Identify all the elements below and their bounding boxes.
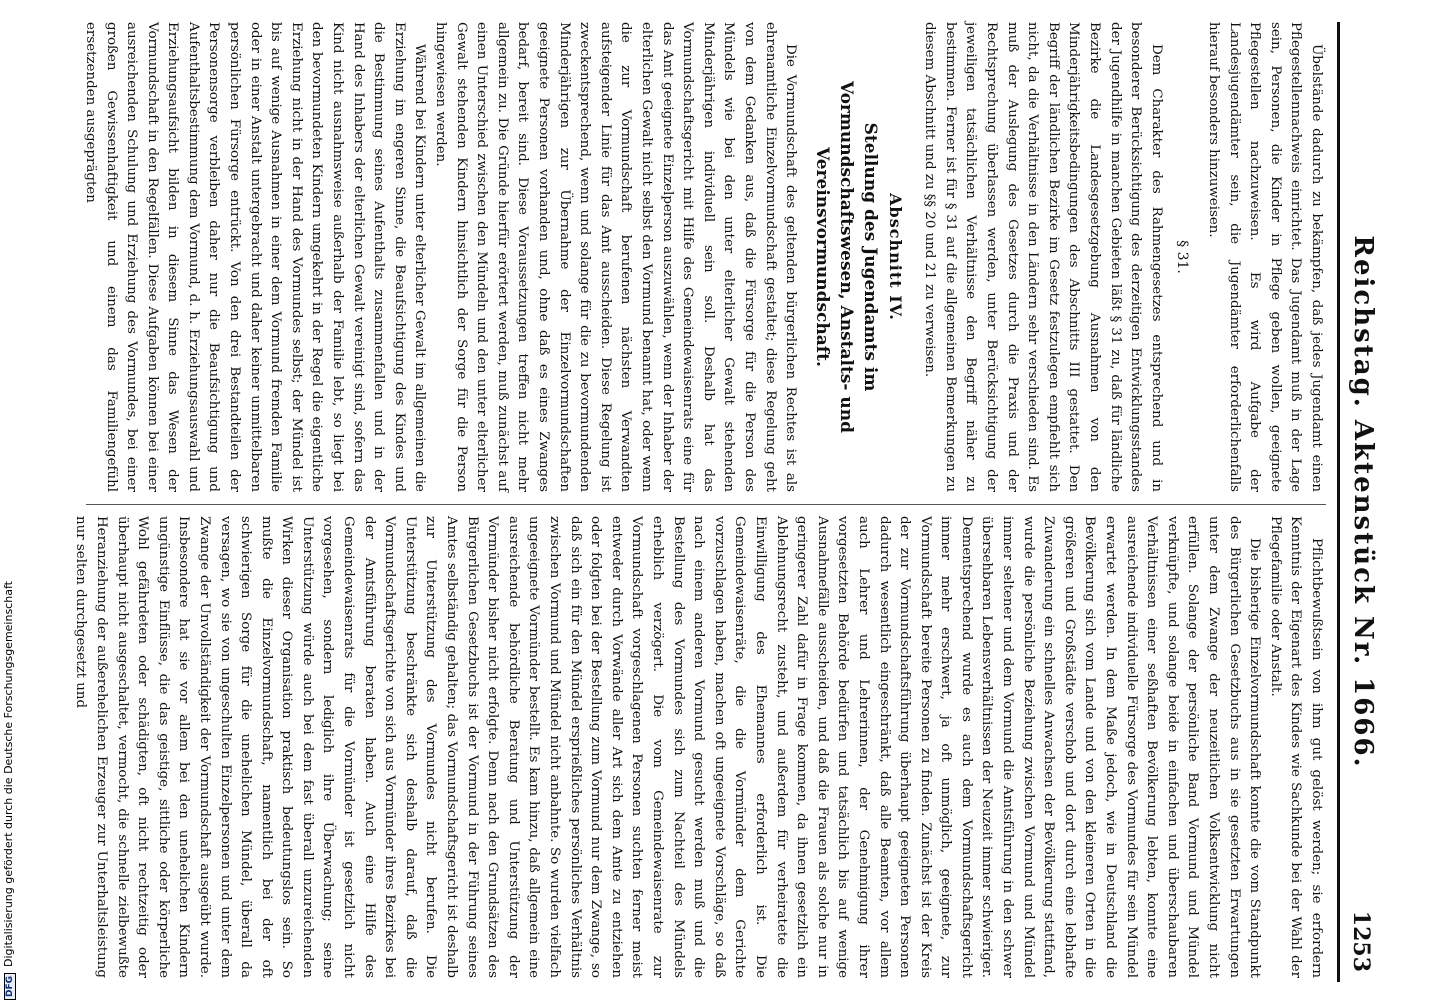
header-title: Reichstag. Aktenstück Nr. 1666. [1348, 235, 1378, 769]
dfg-logo: DFG [4, 973, 16, 1000]
digitization-footer [2, 0, 20, 1000]
page-number: 1253 [1348, 910, 1374, 972]
paragraph-intro: Übelstände dadurch zu bekämpfen, daß jedes Jugendamt einen Pflegestellennachweis einrichtet. Das Jugendamt muß in der Lage sein, Personen, die Kinder in Pflege geben wollen, geeignete Pflegestellen nachzuweisen. Es wird Aufgabe der Landesjugendämter sein, die Jugendämter erforderlichenfalls hierauf besonders hinzuweisen. [1206, 22, 1324, 492]
section-subtitle: Stellung des Jugendamts im Vormundschaftswesen, Anstalts- und Vereinsvormundschaft. [812, 80, 881, 434]
footer-text: Digitalisierung gefördert durch die Deutsche Forschungsgemeinschaft [2, 581, 15, 967]
paragraph-guardianship-1: Die Vormundschaft des geltenden bürgerlichen Rechtes ist als ehrenamtliche Einzelvormundschaft gestaltet; diese Regelung geht von dem Gedanken aus, daß die Fürsorge für die Person des Mündels wie bei den unter elterlicher Gewalt stehenden Minderjährigen individuell sein soll. Deshalb hat das Vormundschaftsgericht mit Hilfe des Gemeindewaisenrats eine für das Amt geeignete Einzelperson auszuwählen, wenn der Inhaber der elterlichen Gewalt nicht selbst den Vormund benannt hat, oder wenn die zur Vormundschaft berufenen nächsten Verwandten aufsteigender Linie für das Amt ausscheiden. Diese Regelung ist zweckentsprechend, wenn und solange für die zu bevormundenden Minderjährigen zur Übernahme der Einzelvormundschaften geeignete Personen vorhanden und, ohne daß es eines Zwanges bedarf, bereit sind. Diese Voraussetzungen treffen nicht mehr allgemein zu. Die Gründe hierfür erörtert werden, muß zunächst auf einen Unterschied zwischen den Mündeln und den unter elterlicher Gewalt stehenden Kindern hinsichtlich der Sorge für die Person hingewiesen werden. [433, 22, 799, 492]
paragraph-guardianship-2: Während bei Kindern unter elterlicher Gewalt im allgemeinen die Erziehung im engeren Sinne, die Beaufsichtigung des Kindes und die Bestimmung seines Aufenthalts zusammenfallen und in der Hand des Inhabers der elterlichen Gewalt vereinigt sind, sofern das Kind nicht ausnahmsweise außerhalb der Familie lebt, so liegt bei den bevormundeten Kindern umgekehrt in der Regel die eigentliche Erziehung nicht in der Hand des Vormundes selbst; der Mündel ist bis auf wenige Ausnahmen in einer dem Vormund fremden Familie oder in einer Anstalt untergebracht und daher keiner unmittelbaren persönlichen Fürsorge entrückt. Von den drei Bestandteilen der Personensorge verbleiben daher nur die Beaufsichtigung und Aufenthaltsbestimmung dem Vormund, d. h. Erziehungsauswahl und Erziehungsaufsicht bilden in diesem Sinne das Wesen der Vormundschaft in den Regelfällen. Diese Aufgaben können bei einer ausreichenden Schulung und Erziehung des Vormundes, bei einer großen Gewissenhaftigkeit und einem das Familiengefühl ersetzenden ausgeprägten [82, 22, 428, 492]
left-column [76, 22, 1326, 492]
document-sheet [54, 22, 1384, 982]
paragraph-duty: Pflichtbewußtsein von ihm gut gelöst werden; sie erfordern Kenntnis der Eigenart des Kindes wie Sachkunde bei der Wahl der Pflegefamilie oder Anstalt. [1267, 516, 1324, 978]
page-header [1337, 22, 1384, 982]
section-title: Abschnitt IV. [885, 193, 905, 321]
paragraph-heading-31: § 31. [1174, 240, 1191, 274]
paragraph-single-guardianship: Die bisherige Einzelvormundschaft konnte die vom Standpunkt des Bürgerlichen Gesetzbuchs aus in sie gesetzten Erwartungen unter dem Zwange der neuzeitlichen Volksentwicklung nicht erfüllen. Solange der persönliche Band Vormund und Mündel verknüpfte, und solange beide in einfachen und überschaubaren Verhältnissen einer seßhaften Bevölkerung lebten, konnte eine ausreichende individuelle Fürsorge des Vormundes für sein Mündel erwartet werden. In dem Maße jedoch, wie in Deutschland die Bevölkerung sich vom Lande und von den kleineren Orten in die größeren und Großstädte verschob und dort durch eine lebhafte Zuwanderung ein schnelles Anwachsen der Bevölkerung stattfand, wurde die persönliche Beziehung zwischen Vormund und Mündel immer seltener und dem Vormund die Amtsführung in den schwer übersehbaren Lebensverhältnissen der Neuzeit immer schwieriger. Dementsprechend wurde es auch dem Vormundschaftsgericht immer mehr erschwert, ja oft unmöglich, geeignete, zur Vormundschaft bereite Personen zu finden. Zunächst ist der Kreis der zur Vormundschaftsführung überhaupt geeigneten Personen dadurch wesentlich eingeschränkt, daß alle Beamten, vor allem auch Lehrer und Lehrerinnen, der Genehmigung ihrer vorgesetzten Behörde bedürfen und tatsächlich bis auf wenige Ausnahmefälle ausscheiden, und daß die Frauen als solche nur in geringerer Zahl dafür in Frage kommen, da ihnen gesetzlich ein Ablehnungsrecht zusteht, und außerdem für verheiratete die Einwilligung des Ehemannes erforderlich ist. Die Gemeindewaisenräte, die die Vormünder dem Gerichte vorzuschlagen haben, machen oft ungeeignete Vorschläge, so daß nach einem anderen Vormund gesucht werden muß und die Bestellung des Vormundes sich zum Nachteil des Mündels erheblich verzögert. Die vom Gemeindewaisenrate zur Vormundschaft vorgeschlagenen Personen suchten ferner meist entweder durch Vorwände aller Art sich dem Amte zu entziehen oder folgten bei der Bestellung zum Vormund nur dem Zwange, so daß sich ein für den Mündel ersprießliches persönliches Verhältnis zwischen Vormund und Mündel nicht anbahnte. So wurden vielfach ungeeignete Vormünder bestellt. Es kam hinzu, daß allgemein eine ausreichende behördliche Beratung und Unterstützung der Vormünder bisher nicht erfolgte. Denn nach den Grundsätzen des Bürgerlichen Gesetzbuchs ist der Vormund in der Führung seines Amtes selbständig gehalten; das Vormundschaftsgericht ist deshalb zur Unterstützung des Vormundes nicht berufen. Die Unterstützung beschränkte sich deshalb darauf, daß die Vormundschaftsgerichte von sich aus Vormünder ihres Bezirkes bei der Amtsführung beraten haben. Auch eine Hilfe des Gemeindewaisenrats für die Vormünder ist gesetzlich nicht vorgesehen, sondern lediglich ihre Überwachung; seine Unterstützung würde auch bei dem fast überall unzureichenden Wirken dieser Organisation praktisch bedeutungslos sein. So mußte die Einzelvormundschaft, namentlich bei der oft schwierigen Sorge für die unehelichen Mündel, überall da versagen, wo sie von ungeschulten Einzelpersonen und unter dem Zwange der Unvollständigkeit der Vormundschaft ausgeübt wurde. Insbesondere hat sie vor allem bei den unehelichen Kindern ungünstige Einflüsse, die das geistige, sittliche oder körperliche Wohl gefährdeten oder schädigten, oft nicht rechtzeitig oder überhaupt nicht ausgeschaltet, vermocht, die schnelle zielbewußte Heranziehung der außerehelichen Erzeuger zur Unterhaltsleistung nur selten durchgesetzt und [73, 516, 1263, 978]
right-column [73, 516, 1326, 978]
paragraph-31-text: Dem Charakter des Rahmengesetzes entsprechend und in besonderer Berücksichtigung des derzeitigen Entwicklungsstandes der Jugendhilfe in manchen Gebieten läßt § 31 zu, daß für ländliche Bezirke die Landesgesetzgebung Ausnahmen von den Minderjährigkeitsbedingungen des Abschnitts III gestattet. Den Begriff der ländlichen Bezirke im Gesetz festzulegen empfiehlt sich nicht, da die Verhältnisse in den Ländern sehr verschieden sind. Es muß der Auslegung des Gesetzes durch die Praxis und der Rechtsprechung überlassen werden, unter Berücksichtigung der jeweiligen tatsächlichen Verhältnisse den Begriff näher zu bestimmen. Ferner ist für § 31 auf die allgemeinen Bemerkungen zu diesem Abschnitt und zu §§ 20 und 21 zu verweisen. [922, 22, 1164, 492]
column-divider [86, 504, 1326, 505]
